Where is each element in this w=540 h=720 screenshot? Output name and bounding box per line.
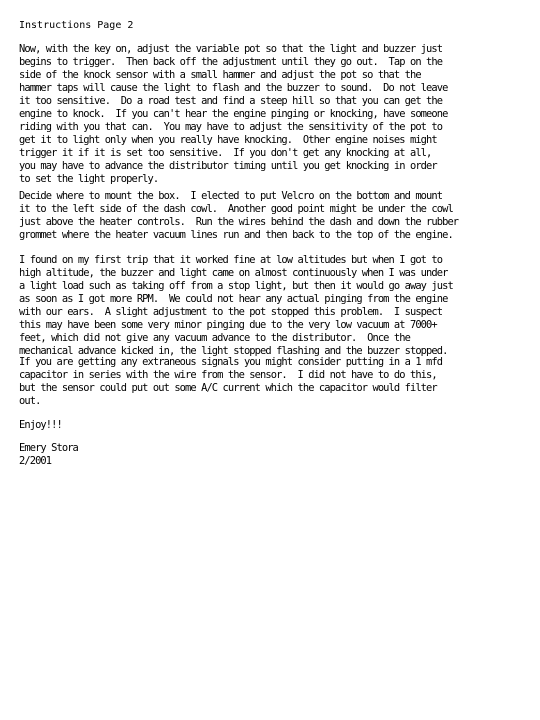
- text-line: grommet where the heater vacuum lines run and then back to the top of the engine.: [19, 229, 453, 241]
- text-line: this may have been some very minor pinging due to the very low vacuum at 7000+: [19, 319, 437, 331]
- text-line: as soon as I got more RPM. We could not hear any actual pinging from the engine: [19, 293, 448, 305]
- paragraph-closing: [19, 419, 62, 432]
- text-line: feet, which did not give any vacuum advance to the distributor. Once the: [19, 332, 410, 344]
- paragraph-altitude: [19, 254, 453, 358]
- text-line: high altitude, the buzzer and light came on almost continuously when I was under: [19, 267, 448, 279]
- text-line: it to the left side of the dash cowl. Another good point might be under the cowl: [19, 203, 453, 215]
- text-line: out.: [19, 395, 41, 407]
- text-line: just above the heater controls. Run the wires behind the dash and down the rubber: [19, 216, 459, 228]
- text-line: riding with you that can. You may have to adjust the sensitivity of the pot to: [19, 121, 443, 133]
- text-line: capacitor in series with the wire from the sensor. I did not have to do this,: [19, 369, 437, 381]
- text-line: Now, with the key on, adjust the variable pot so that the light and buzzer just: [19, 43, 443, 55]
- text-line: engine to knock. If you can't hear the engine pinging or knocking, have someone: [19, 108, 448, 120]
- text-line: get it to light only when you really have knocking. Other engine noises might: [19, 134, 437, 146]
- text-line: Emery Stora: [19, 442, 78, 454]
- paragraph-adjustment: [19, 43, 447, 186]
- text-line: trigger it if it is set too sensitive. If you don't get any knocking at all,: [19, 147, 432, 159]
- signature-block: [19, 442, 78, 468]
- text-line: but the sensor could put out some A/C current which the capacitor would filter: [19, 382, 437, 394]
- page-title: Instructions Page 2: [19, 20, 134, 31]
- text-line: If you are getting any extraneous signals you might consider putting in a 1 mfd: [19, 356, 443, 368]
- text-line: mechanical advance kicked in, the light stopped flashing and the buzzer stopped.: [19, 345, 448, 357]
- text-line: to set the light properly.: [19, 173, 159, 185]
- text-line: a light load such as taking off from a stop light, but then it would go away just: [19, 280, 453, 292]
- text-line: begins to trigger. Then back off the adjustment until they go out. Tap on the: [19, 56, 443, 68]
- text-line: Decide where to mount the box. I elected to put Velcro on the bottom and mount: [19, 190, 443, 202]
- text-line: Enjoy!!!: [19, 419, 62, 431]
- paragraph-mounting: [19, 190, 458, 242]
- text-line: you may have to advance the distributor timing until you get knocking in order: [19, 160, 437, 172]
- text-line: 2/2001: [19, 455, 52, 467]
- text-line: with our ears. A slight adjustment to the pot stopped this problem. I suspect: [19, 306, 443, 318]
- paragraph-capacitor: [19, 356, 442, 408]
- text-line: I found on my first trip that it worked fine at low altitudes but when I got to: [19, 254, 443, 266]
- text-line: it too sensitive. Do a road test and find a steep hill so that you can get the: [19, 95, 443, 107]
- text-line: side of the knock sensor with a small hammer and adjust the pot so that the: [19, 69, 421, 81]
- text-line: hammer taps will cause the light to flash and the buzzer to sound. Do not leave: [19, 82, 448, 94]
